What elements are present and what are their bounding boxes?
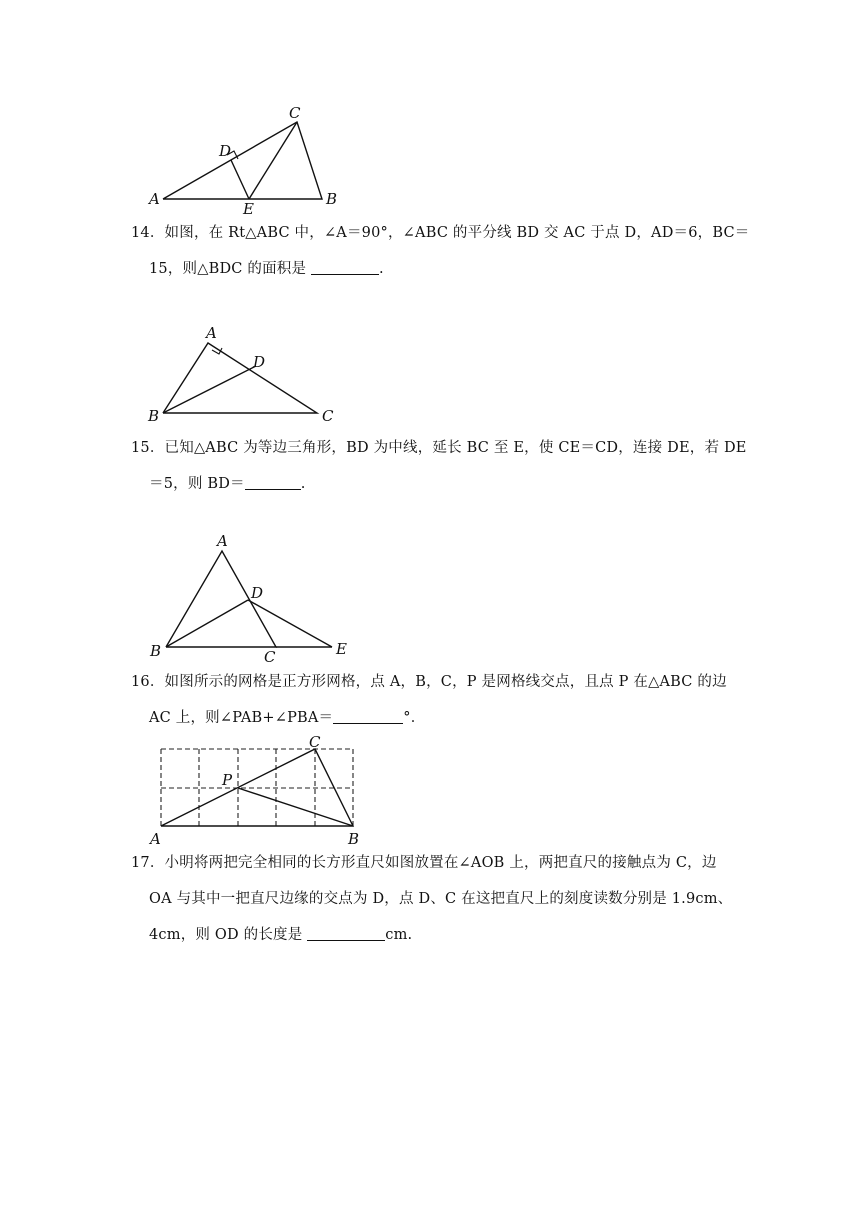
q17-line3: 4cm，则 OD 的长度是 xyxy=(149,927,308,943)
label-D: D xyxy=(253,353,266,371)
q16-line2: AC 上，则∠PAB+∠PBA＝ xyxy=(149,710,334,726)
q14-line1: 14．如图，在 Rt△ABC 中，∠A＝90°，∠ABC 的平分线 BD 交 AC 于点 D，AD＝6，BC＝ xyxy=(131,225,750,241)
label-B: B xyxy=(326,190,338,208)
answer-blank-17[interactable] xyxy=(307,926,385,941)
label-A: A xyxy=(206,324,217,342)
q15-line2: ＝5，则 BD＝ xyxy=(149,476,245,492)
question-14: 14．如图，在 Rt△ABC 中，∠A＝90°，∠ABC 的平分线 BD 交 AC 于点 D，AD＝6，BC＝ 15，则△BDC 的面积是 . xyxy=(131,215,743,287)
q17-line1: 17．小明将两把完全相同的长方形直尺如图放置在∠AOB 上，两把直尺的接触点为 C，边 xyxy=(131,855,717,871)
label-P: P xyxy=(222,771,233,789)
question-15: 15．已知△ABC 为等边三角形，BD 为中线，延长 BC 至 E，使 CE＝CD，连接 DE，若 DE ＝5，则 BD＝ . xyxy=(131,430,743,502)
label-E: E xyxy=(336,640,347,658)
label-A: A xyxy=(217,532,228,550)
q16-line1: 16．如图所示的网格是正方形网格，点 A，B，C，P 是网格线交点，且点 P 在△ABC 的边 xyxy=(131,674,727,690)
q15-line1: 15．已知△ABC 为等边三角形，BD 为中线，延长 BC 至 E，使 CE＝CD，连接 DE，若 DE xyxy=(131,440,747,456)
grid-lines xyxy=(161,749,353,826)
q14-line2: 15，则△BDC 的面积是 xyxy=(149,261,311,277)
label-C: C xyxy=(309,733,321,751)
question-17: 17．小明将两把完全相同的长方形直尺如图放置在∠AOB 上，两把直尺的接触点为 C，边 OA 与其中一把直尺边缘的交点为 D，点 D、C 在这把直尺上的刻度读数分别是 1.9cm、 4cm，则 OD 的长度是 cm. xyxy=(131,845,743,953)
label-A: A xyxy=(150,830,161,848)
label-B: B xyxy=(150,642,162,660)
label-E: E xyxy=(243,200,254,218)
label-C: C xyxy=(289,104,301,122)
label-C: C xyxy=(264,648,276,666)
label-B: B xyxy=(348,830,360,848)
label-C: C xyxy=(322,407,334,425)
label-D: D xyxy=(251,584,264,602)
label-D: D xyxy=(219,142,232,160)
q17-line2: OA 与其中一把直尺边缘的交点为 D，点 D、C 在这把直尺上的刻度读数分别是 1.9cm、 xyxy=(149,891,733,907)
question-16: 16．如图所示的网格是正方形网格，点 A，B，C，P 是网格线交点，且点 P 在△ABC 的边 AC 上，则∠PAB+∠PBA＝ °． xyxy=(131,664,743,736)
label-B: B xyxy=(148,407,160,425)
label-A: A xyxy=(149,190,160,208)
